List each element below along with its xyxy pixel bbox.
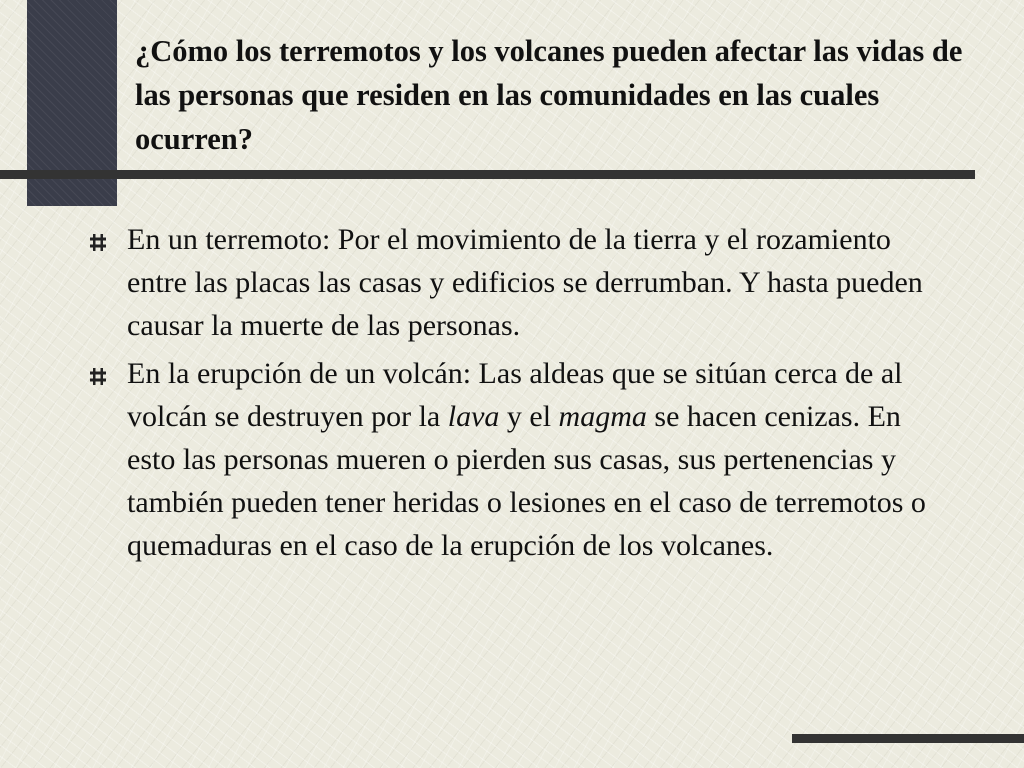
hash-bullet-icon <box>90 368 106 385</box>
emphasis-lava: lava <box>447 400 500 433</box>
hash-bullet-icon <box>90 234 106 251</box>
bullet-text-earthquake: En un terremoto: Por el movimiento de la tierra y el rozamiento entre las placas las casas y edificios se derrumban. Y hasta pueden causar la muerte de las personas. <box>127 223 923 342</box>
bullet-item-earthquake <box>84 218 944 347</box>
emphasis-magma: magma <box>558 400 647 433</box>
bullet-item-volcano <box>84 352 944 567</box>
slide-title: ¿Cómo los terremotos y los volcanes pueden afectar las vidas de las personas que residen en las comunidades en las cuales ocurren? <box>135 34 963 156</box>
bullet-text-volcano-part3: se hacen cenizas. En esto las personas mueren o pierden sus casas, sus pertenencias y también pueden tener heridas o lesiones en el caso de terremotos o quemaduras en el caso de la erupción de los volcanes. <box>127 400 926 562</box>
bottom-divider-line <box>792 734 1024 743</box>
bullet-text-volcano-part1: En la erupción de un volcán: Las aldeas que se sitúan cerca de al volcán se destruyen por la <box>127 357 903 433</box>
bullet-text-volcano-part2: y el <box>499 400 559 433</box>
bullet-text-volcano <box>127 357 926 562</box>
bullet-list <box>84 218 944 572</box>
title-divider-line <box>0 170 975 179</box>
